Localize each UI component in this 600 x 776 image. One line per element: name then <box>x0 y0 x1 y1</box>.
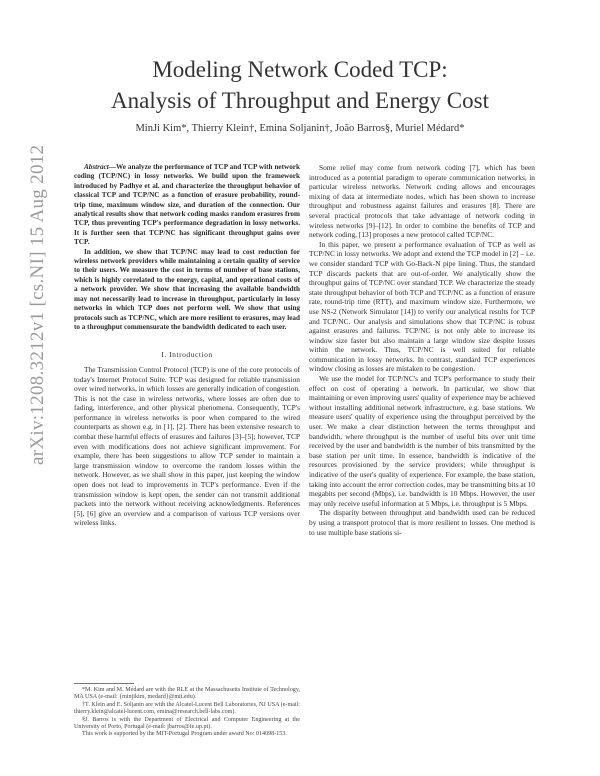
right-paragraph-3: We use the model for TCP/NC's and TCP's performance to study their effect on cost of operating a network. In particular, we show that maintaining or even improving users' quality of experience may be achieved without installing additional network infrastructure, e.g. base stations. We measure users' quality of experience using the throughput perceived by the user. We make a clear distinction between the terms throughput and bandwidth, where throughput is the number of useful bits over unit time received by the user and bandwidth is the number of bits transmitted by the base station per unit time. In essence, bandwidth is indicative of the resources provisioned by the service providers; while throughput is indicative of the user's quality of experience. For example, the base station, taking into account the error correction codes, may be transmitting bits at 10 megabits per second (Mbps), i.e. bandwidth is 10 Mbps. However, the user may only receive useful information at 5 Mbps, i.e. throughput is 5 Mbps. <box>309 374 535 508</box>
footnotes <box>74 683 300 739</box>
right-column <box>309 163 535 537</box>
title-line-2: Analysis of Throughput and Energy Cost <box>111 88 489 113</box>
footnote-1: *M. Kim and M. Médard are with the RLE at the Massachusetts Institute of Technology, MA USA (e-mail: {minjikim, medard}@mit.edu). <box>74 687 300 701</box>
right-paragraph-4: The disparity between throughput and bandwidth used can be reduced by using a transport protocol that is more resilient to losses. One method is to use multiple base stations si- <box>309 508 535 537</box>
abstract-text-1: —We analyze the performance of TCP and TCP with network coding (TCP/NC) in lossy networks. We build upon the framework introduced by Padhye et al. and characterize the throughput behavior of classical TCP and TCP/NC as a function of erasure probability, round-trip time, maximum window size, and duration of the connection. Our analytical results show that network coding masks random erasures from TCP, thus preventing TCP's performance degradation in lossy networks. It is further seen that TCP/NC has significant throughput gains over TCP. <box>74 163 300 247</box>
right-paragraph-2: In this paper, we present a performance evaluation of TCP as well as TCP/NC in lossy networks. We adopt and extend the TCP model in [2] – i.e. we consider standard TCP with Go-Back-N pipe lining. Thus, the standard TCP discards packets that are out-of-order. We analytically show the throughput gains of TCP/NC over standard TCP. We characterize the steady state throughput behavior of both TCP and TCP/NC as a function of erasure rate, round-trip time (RTT), and maximum window size. Furthermore, we use NS-2 (Network Simulator [14]) to verify our analytical results for TCP and TCP/NC. Our analysis and simulations show that TCP/NC is robust against erasures and failures. TCP/NC is not only able to increase its window size faster but also maintain a large window size despite losses within the network. Thus, TCP/NC is well suited for reliable communication in lossy networks. In contrast, standard TCP experiences window closing as losses are mistaken to be congestion. <box>309 239 535 374</box>
right-paragraph-1: Some relief may come from network coding [7], which has been introduced as a potential paradigm to operate communication networks, in particular wireless networks. Network coding allows and encourages mixing of data at intermediate nodes, which has been shown to increase throughput and robustness against failures and erasures [8]. There are several practical protocols that take advantage of network coding in wireless networks [9]–[12]. In order to combine the benefits of TCP and network coding, [13] proposes a new protocol called TCP/NC. <box>309 163 535 240</box>
paper-title <box>60 54 540 116</box>
footnote-2: †T. Klein and E. Soljanin are with the Alcatel-Lucent Bell Laboratories, NJ USA (e-mail: thierry.klein@alcatel-lucent.com, emina@research.bell-labs.com). <box>74 701 300 716</box>
footnote-3: §J. Barros is with the Department of Electrical and Computer Engineering at the University of Porto, Portugal (e-mail: jbarros@fe.up.pt). <box>74 716 300 731</box>
section-heading-introduction: I. Introduction <box>161 350 213 360</box>
footnote-4: This work is supported by the MIT-Portugal Program under award No: 014098-153. <box>82 731 287 738</box>
title-line-1: Modeling Network Coded TCP: <box>152 57 448 82</box>
arxiv-identifier-stamp: arXiv:1208.3212v1 [cs.NI] 15 Aug 2012 <box>27 144 48 465</box>
footnote-rule <box>74 683 134 684</box>
intro-paragraph-1: The Transmission Control Protocol (TCP) is one of the core protocols of today's Internet Protocol Suite. TCP was designed for reliable transmission over wired networks, in which losses are generally indication of congestion. This is not the case in wireless networks, where losses are often due to fading, interference, and other physical phenomena. Consequently, TCP's performance in wireless networks is poor when compared to the wired counterparts as shown e.g. in [1], [2]. There has been extensive research to combat these harmful effects of erasures and failures [3]–[5]; however, TCP even with modifications does not achieve significant improvement. For example, there has been suggestions to allow TCP sender to maintain a large transmission window to overcome the random losses within the network. However, as we shall show in this paper, just keeping the window open does not lead to improvements in TCP's performance. Even if the transmission window is kept open, the sender can not transmit additional packets into the network without receiving acknowledgments. References [5], [6] give an overview and a comparison of various TCP versions over wireless links. <box>74 364 300 528</box>
abstract-lead: Abstract <box>84 163 109 171</box>
author-list: MinJi Kim*, Thierry Klein†, Emina Soljanin†, João Barros§, Muriel Médard* <box>135 123 465 134</box>
abstract-paragraph-2: In addition, we show that TCP/NC may lead to cost reduction for wireless network providers while maintaining a certain quality of service to their users. We measure the cost in terms of number of base stations, which is highly correlated to the energy, capital, and operational costs of a network provider. We show that increasing the available bandwidth may not necessarily lead to increase in throughput, particularly in lossy networks in which TCP does not perform well. We show that using protocols such as TCP/NC, which are more resilient to erasures, may lead to a throughput commensurate the bandwidth dedicated to each user. <box>74 247 300 331</box>
left-column <box>74 163 300 528</box>
abstract-paragraph-1 <box>74 163 300 248</box>
